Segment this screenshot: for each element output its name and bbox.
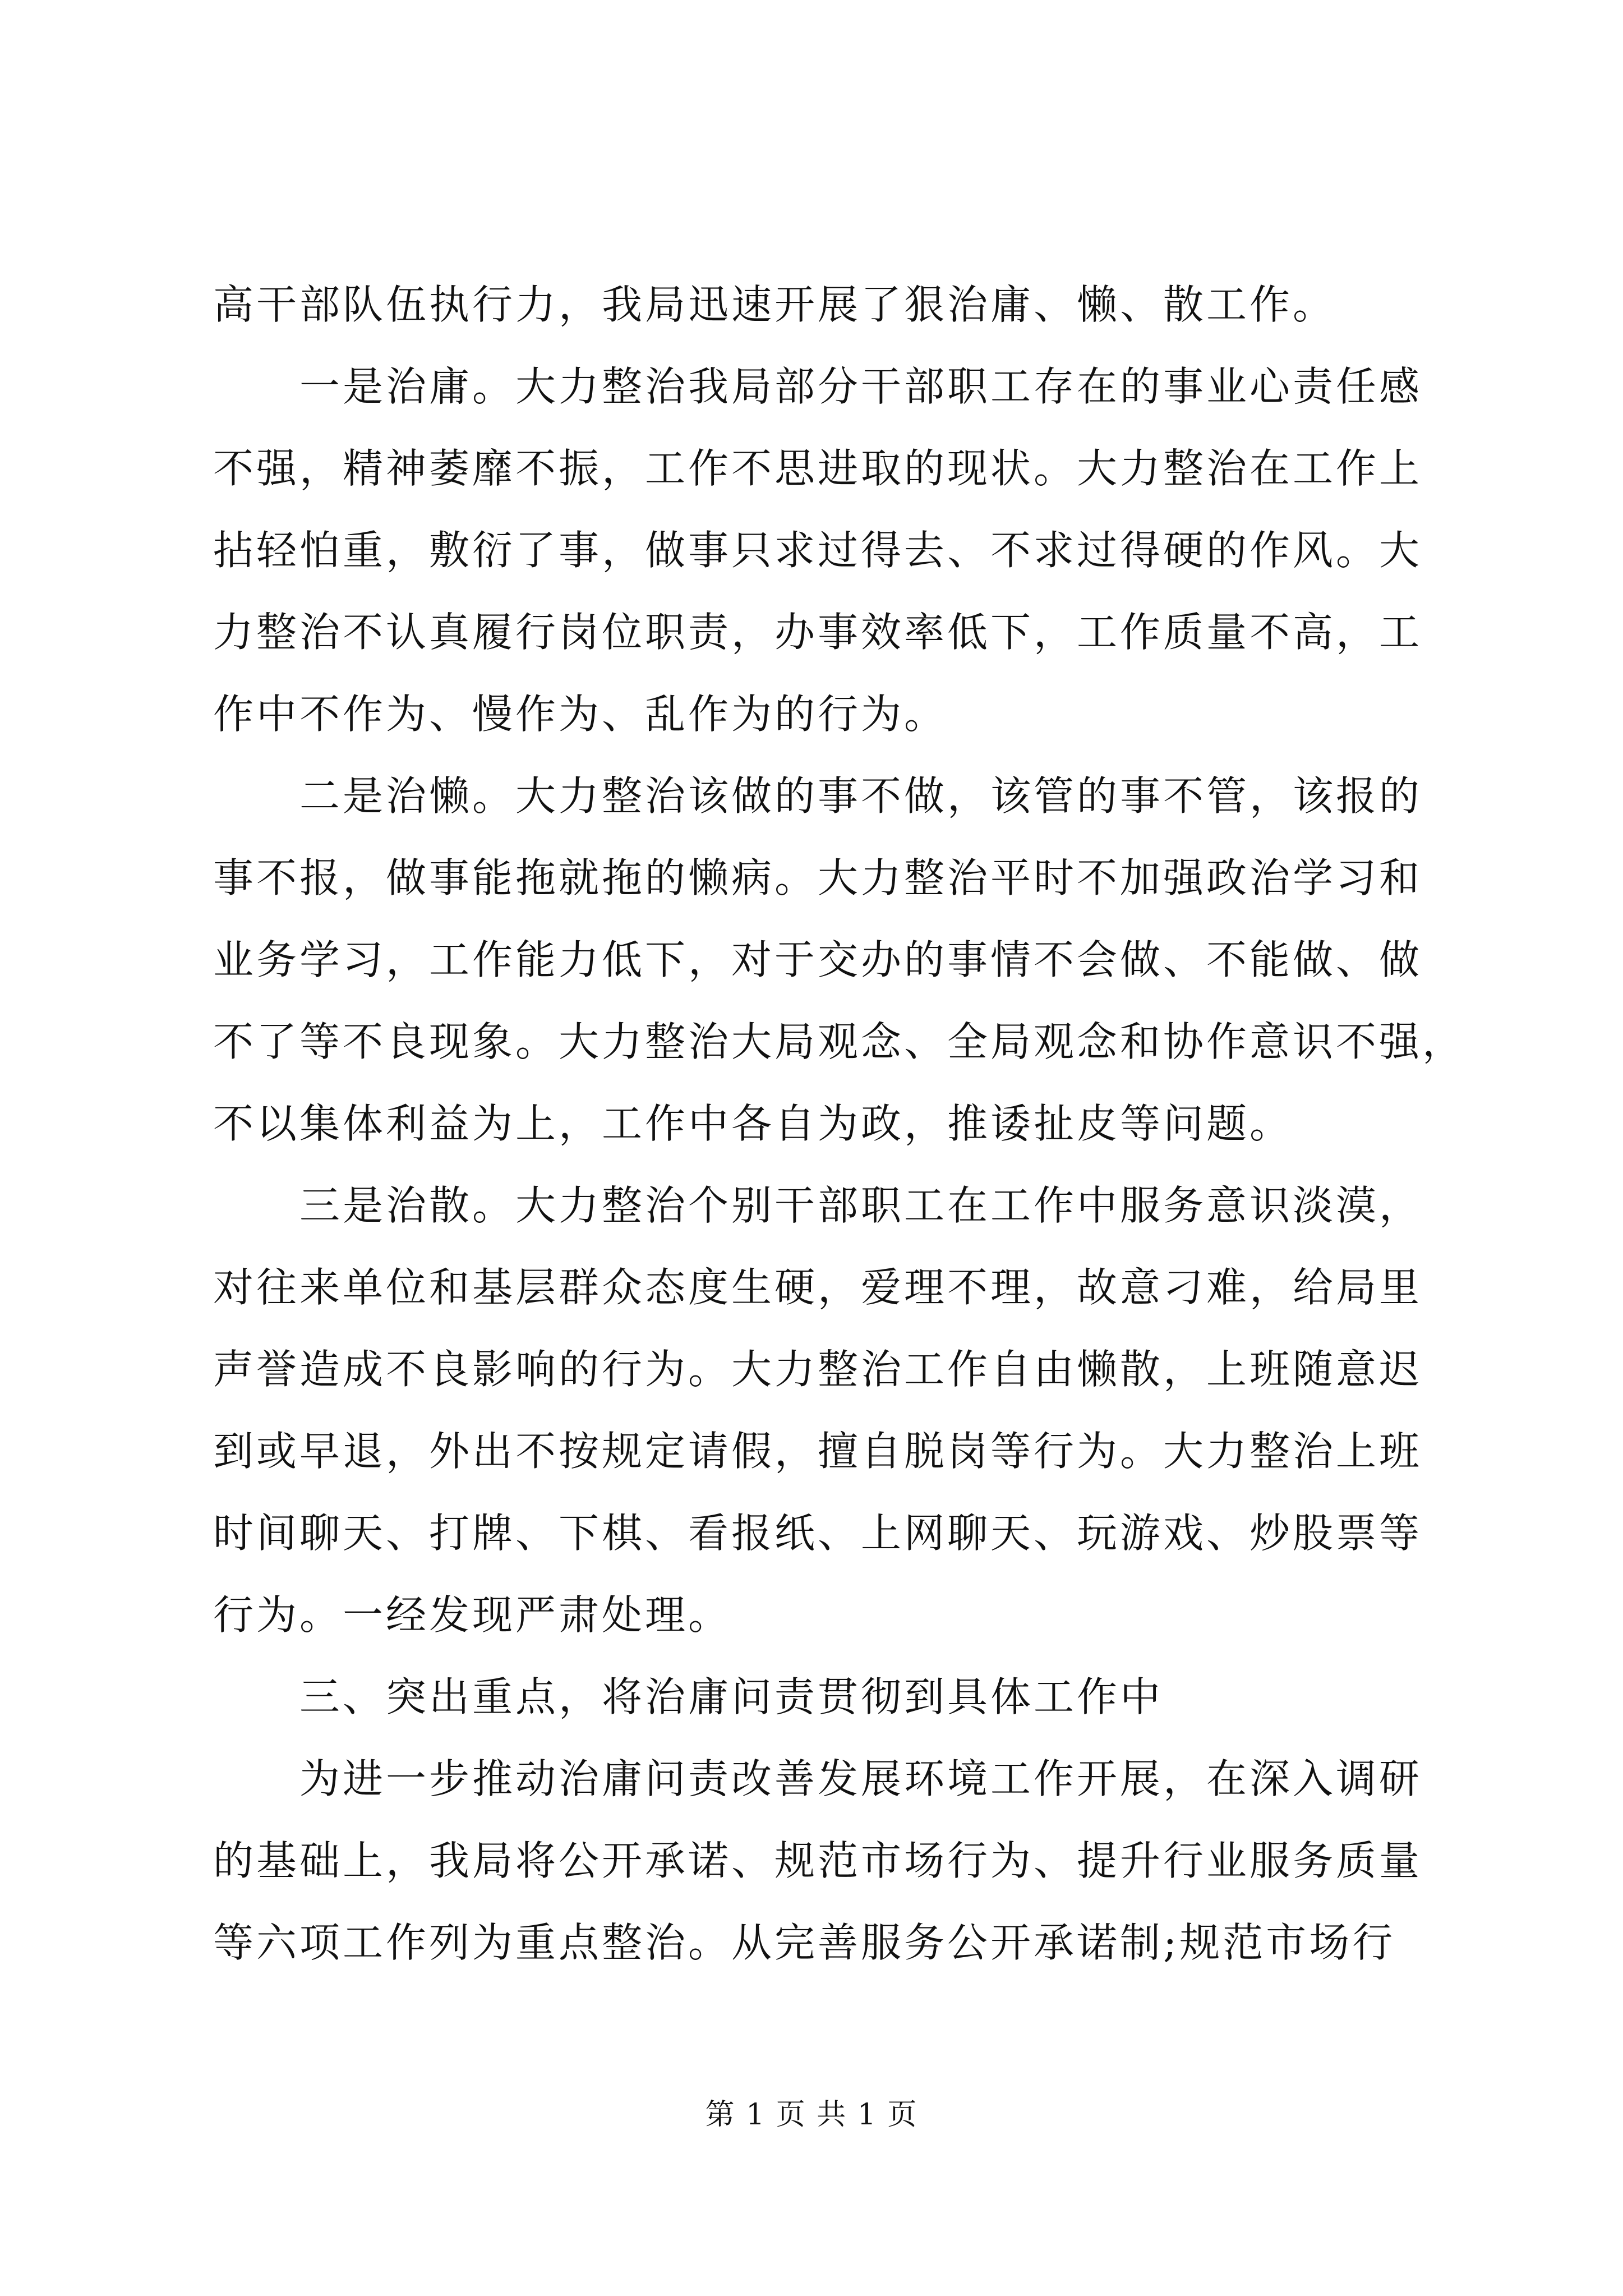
- text-line-4: 拈轻怕重，敷衍了事，做事只求过得去、不求过得硬的作风。大: [213, 527, 1423, 574]
- text-line-12: 三是治散。大力整治个别干部职工在工作中服务意识淡漠，: [299, 1182, 1423, 1229]
- text-line-5: 力整治不认真履行岗位职责，办事效率低下，工作质量不高，工: [213, 609, 1423, 656]
- page-footer: [0, 2095, 1623, 2134]
- text-line-11: 不以集体利益为上，工作中各自为政，推诿扯皮等问题。: [213, 1100, 1293, 1147]
- text-line-8: 事不报，做事能拖就拖的懒病。大力整治平时不加强政治学习和: [213, 854, 1423, 901]
- section-heading: 三、突出重点，将治庸问责贯彻到具体工作中: [299, 1673, 1164, 1720]
- text-line-16: 时间聊天、打牌、下棋、看报纸、上网聊天、玩游戏、炒股票等: [213, 1510, 1423, 1557]
- page-number-label: 第 1 页 共 1 页: [705, 2098, 918, 2132]
- text-line-10: 不了等不良现象。大力整治大局观念、全局观念和协作意识不强，: [213, 1018, 1466, 1065]
- text-line-14: 声誉造成不良影响的行为。大力整治工作自由懒散，上班随意迟: [213, 1346, 1423, 1393]
- text-line-21: 等六项工作列为重点整治。从完善服务公开承诺制;规范市场行: [213, 1919, 1396, 1966]
- text-line-19: 为进一步推动治庸问责改善发展环境工作开展，在深入调研: [299, 1755, 1423, 1802]
- text-line-7: 二是治懒。大力整治该做的事不做，该管的事不管，该报的: [299, 772, 1423, 820]
- text-line-20: 的基础上，我局将公开承诺、规范市场行为、提升行业服务质量: [213, 1837, 1423, 1884]
- text-line-17: 行为。一经发现严肃处理。: [213, 1591, 732, 1639]
- text-line-6: 作中不作为、慢作为、乱作为的行为。: [213, 691, 948, 738]
- text-line-3: 不强，精神萎靡不振，工作不思进取的现状。大力整治在工作上: [213, 445, 1423, 492]
- text-line-2: 一是治庸。大力整治我局部分干部职工存在的事业心责任感: [299, 363, 1423, 410]
- text-line-9: 业务学习，工作能力低下，对于交办的事情不会做、不能做、做: [213, 936, 1423, 983]
- document-body: [213, 264, 1466, 1984]
- text-line-13: 对往来单位和基层群众态度生硬，爱理不理，故意刁难，给局里: [213, 1264, 1423, 1311]
- text-line-15: 到或早退，外出不按规定请假，擅自脱岗等行为。大力整治上班: [213, 1428, 1423, 1475]
- text-line-1: 高干部队伍执行力，我局迅速开展了狠治庸、懒、散工作。: [213, 281, 1336, 328]
